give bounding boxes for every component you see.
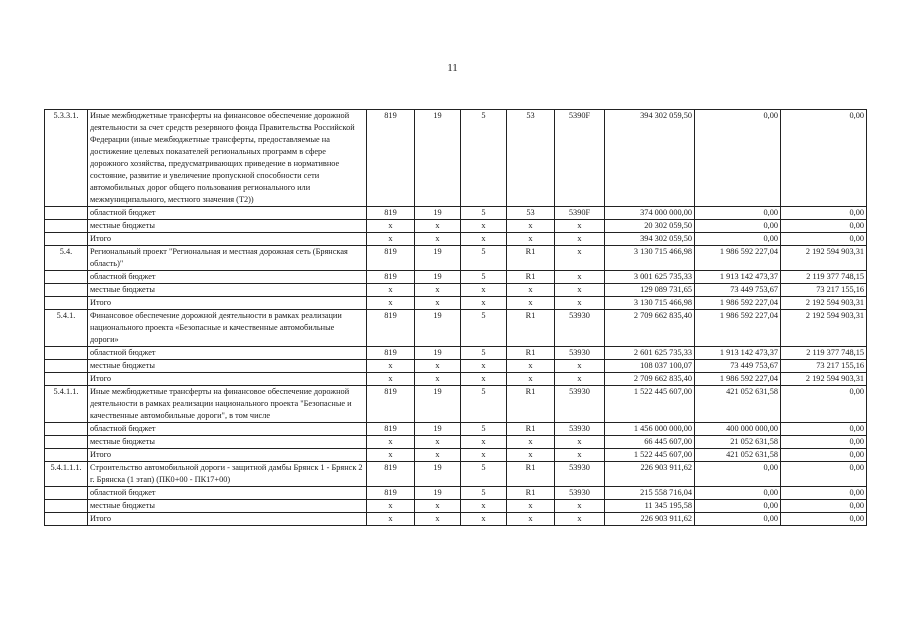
code-direction: х bbox=[555, 449, 605, 462]
code-subsection: 5 bbox=[461, 386, 507, 423]
table-row bbox=[45, 513, 867, 526]
row-number bbox=[45, 271, 88, 284]
row-description: местные бюджеты bbox=[88, 220, 367, 233]
row-number bbox=[45, 513, 88, 526]
amount-year-2: 1 913 142 473,37 bbox=[695, 347, 781, 360]
amount-year-1: 1 456 000 000,00 bbox=[605, 423, 695, 436]
amount-year-2: 1 986 592 227,04 bbox=[695, 373, 781, 386]
code-section: 19 bbox=[415, 347, 461, 360]
amount-year-2: 400 000 000,00 bbox=[695, 423, 781, 436]
code-admin: х bbox=[367, 284, 415, 297]
code-direction: х bbox=[555, 246, 605, 271]
amount-year-3: 0,00 bbox=[781, 436, 867, 449]
row-description: Итого bbox=[88, 373, 367, 386]
row-number bbox=[45, 347, 88, 360]
code-program: 53 bbox=[507, 110, 555, 207]
row-number bbox=[45, 436, 88, 449]
amount-year-1: 66 445 607,00 bbox=[605, 436, 695, 449]
code-subsection: 5 bbox=[461, 110, 507, 207]
code-subsection: х bbox=[461, 500, 507, 513]
row-number bbox=[45, 233, 88, 246]
row-number bbox=[45, 449, 88, 462]
row-description: местные бюджеты bbox=[88, 284, 367, 297]
code-direction: 53930 bbox=[555, 310, 605, 347]
code-program: х bbox=[507, 436, 555, 449]
page-number: 11 bbox=[447, 62, 458, 74]
row-number: 5.4.1.1.1. bbox=[45, 462, 88, 487]
row-description: Финансовое обеспечение дорожной деятельности в рамках реализации национального проекта «Безопасные и качественные автомобильные дороги» bbox=[88, 310, 367, 347]
row-description: областной бюджет bbox=[88, 347, 367, 360]
amount-year-1: 226 903 911,62 bbox=[605, 513, 695, 526]
budget-table bbox=[44, 109, 867, 526]
code-admin: х bbox=[367, 373, 415, 386]
amount-year-1: 129 089 731,65 bbox=[605, 284, 695, 297]
code-program: х bbox=[507, 297, 555, 310]
code-program: R1 bbox=[507, 423, 555, 436]
code-program: R1 bbox=[507, 246, 555, 271]
row-description: Региональный проект "Региональная и местная дорожная сеть (Брянская область)" bbox=[88, 246, 367, 271]
code-program: х bbox=[507, 284, 555, 297]
code-direction: 53930 bbox=[555, 487, 605, 500]
code-subsection: 5 bbox=[461, 310, 507, 347]
code-program: х bbox=[507, 360, 555, 373]
amount-year-1: 2 709 662 835,40 bbox=[605, 373, 695, 386]
code-direction: х bbox=[555, 500, 605, 513]
amount-year-2: 0,00 bbox=[695, 500, 781, 513]
code-subsection: 5 bbox=[461, 246, 507, 271]
code-section: 19 bbox=[415, 487, 461, 500]
row-description: Иные межбюджетные трансферты на финансовое обеспечение дорожной деятельности за счет средств резервного фонда Правительства Российской Федерации (иные межбюджетные трансферты, предоставляемые на достижение целевых показателей региональных программ в сфере дорожного хозяйства, предусматривающих приведение в нормативное состояние, развитие и увеличение пропускной способности сети автомобильных дорог общего пользования регионального или межмуниципального, местного значения (Т2)) bbox=[88, 110, 367, 207]
code-program: R1 bbox=[507, 310, 555, 347]
amount-year-3: 0,00 bbox=[781, 449, 867, 462]
code-section: 19 bbox=[415, 246, 461, 271]
amount-year-1: 3 130 715 466,98 bbox=[605, 297, 695, 310]
row-number bbox=[45, 284, 88, 297]
row-number bbox=[45, 487, 88, 500]
amount-year-3: 2 119 377 748,15 bbox=[781, 271, 867, 284]
code-section: 19 bbox=[415, 207, 461, 220]
row-description: Итого bbox=[88, 297, 367, 310]
table-row bbox=[45, 284, 867, 297]
amount-year-2: 73 449 753,67 bbox=[695, 284, 781, 297]
code-section: х bbox=[415, 220, 461, 233]
code-subsection: 5 bbox=[461, 347, 507, 360]
code-program: 53 bbox=[507, 207, 555, 220]
amount-year-2: 421 052 631,58 bbox=[695, 386, 781, 423]
row-description: Иные межбюджетные трансферты на финансовое обеспечение дорожной деятельности в рамках реализации национального проекта "Безопасные и качественные автомобильные дороги", в том числе bbox=[88, 386, 367, 423]
amount-year-2: 0,00 bbox=[695, 487, 781, 500]
code-program: х bbox=[507, 373, 555, 386]
code-admin: 819 bbox=[367, 347, 415, 360]
table-row bbox=[45, 246, 867, 271]
code-program: R1 bbox=[507, 347, 555, 360]
code-section: 19 bbox=[415, 423, 461, 436]
code-admin: 819 bbox=[367, 462, 415, 487]
code-program: х bbox=[507, 500, 555, 513]
amount-year-3: 0,00 bbox=[781, 500, 867, 513]
amount-year-1: 108 037 100,07 bbox=[605, 360, 695, 373]
table-row bbox=[45, 373, 867, 386]
code-direction: 5390F bbox=[555, 207, 605, 220]
table-row bbox=[45, 436, 867, 449]
table-row bbox=[45, 271, 867, 284]
amount-year-1: 2 601 625 735,33 bbox=[605, 347, 695, 360]
amount-year-2: 1 986 592 227,04 bbox=[695, 246, 781, 271]
code-subsection: 5 bbox=[461, 207, 507, 220]
row-number bbox=[45, 360, 88, 373]
amount-year-2: 1 986 592 227,04 bbox=[695, 297, 781, 310]
code-admin: х bbox=[367, 360, 415, 373]
code-direction: х bbox=[555, 271, 605, 284]
table-row bbox=[45, 110, 867, 207]
code-admin: 819 bbox=[367, 487, 415, 500]
table-row bbox=[45, 462, 867, 487]
amount-year-1: 394 302 059,50 bbox=[605, 110, 695, 207]
code-program: х bbox=[507, 220, 555, 233]
row-description: Итого bbox=[88, 233, 367, 246]
amount-year-2: 1 913 142 473,37 bbox=[695, 271, 781, 284]
row-number: 5.4.1. bbox=[45, 310, 88, 347]
code-admin: х bbox=[367, 233, 415, 246]
code-admin: 819 bbox=[367, 207, 415, 220]
row-number bbox=[45, 500, 88, 513]
amount-year-2: 0,00 bbox=[695, 462, 781, 487]
code-subsection: х bbox=[461, 220, 507, 233]
row-number bbox=[45, 423, 88, 436]
code-section: 19 bbox=[415, 310, 461, 347]
code-admin: 819 bbox=[367, 423, 415, 436]
code-section: х bbox=[415, 297, 461, 310]
row-number bbox=[45, 373, 88, 386]
code-admin: х bbox=[367, 449, 415, 462]
code-admin: х bbox=[367, 297, 415, 310]
amount-year-1: 215 558 716,04 bbox=[605, 487, 695, 500]
amount-year-2: 1 986 592 227,04 bbox=[695, 310, 781, 347]
row-number bbox=[45, 297, 88, 310]
code-direction: х bbox=[555, 360, 605, 373]
code-direction: х bbox=[555, 284, 605, 297]
table-body bbox=[45, 110, 867, 526]
code-direction: х bbox=[555, 297, 605, 310]
row-description: областной бюджет bbox=[88, 271, 367, 284]
amount-year-1: 1 522 445 607,00 bbox=[605, 449, 695, 462]
code-admin: 819 bbox=[367, 386, 415, 423]
code-admin: 819 bbox=[367, 110, 415, 207]
code-admin: х bbox=[367, 436, 415, 449]
row-description: местные бюджеты bbox=[88, 360, 367, 373]
code-admin: х bbox=[367, 220, 415, 233]
amount-year-1: 394 302 059,50 bbox=[605, 233, 695, 246]
amount-year-1: 226 903 911,62 bbox=[605, 462, 695, 487]
code-direction: х bbox=[555, 373, 605, 386]
code-section: х bbox=[415, 513, 461, 526]
code-program: х bbox=[507, 233, 555, 246]
amount-year-1: 3 130 715 466,98 bbox=[605, 246, 695, 271]
table-row bbox=[45, 297, 867, 310]
row-number bbox=[45, 207, 88, 220]
table-row bbox=[45, 423, 867, 436]
code-subsection: х bbox=[461, 360, 507, 373]
amount-year-3: 0,00 bbox=[781, 220, 867, 233]
code-section: 19 bbox=[415, 386, 461, 423]
code-section: х bbox=[415, 500, 461, 513]
amount-year-1: 20 302 059,50 bbox=[605, 220, 695, 233]
code-program: х bbox=[507, 513, 555, 526]
row-number: 5.3.3.1. bbox=[45, 110, 88, 207]
code-direction: х bbox=[555, 513, 605, 526]
row-description: Строительство автомобильной дороги - защитной дамбы Брянск 1 - Брянск 2 г. Брянска (1 этап) (ПК0+00 - ПК17+00) bbox=[88, 462, 367, 487]
code-section: х bbox=[415, 436, 461, 449]
amount-year-2: 73 449 753,67 bbox=[695, 360, 781, 373]
code-subsection: 5 bbox=[461, 487, 507, 500]
code-admin: 819 bbox=[367, 271, 415, 284]
code-section: 19 bbox=[415, 110, 461, 207]
code-subsection: х bbox=[461, 297, 507, 310]
code-direction: 53930 bbox=[555, 347, 605, 360]
amount-year-3: 0,00 bbox=[781, 487, 867, 500]
amount-year-1: 11 345 195,58 bbox=[605, 500, 695, 513]
table-row bbox=[45, 207, 867, 220]
code-subsection: 5 bbox=[461, 462, 507, 487]
code-section: х bbox=[415, 284, 461, 297]
table-row bbox=[45, 310, 867, 347]
code-admin: 819 bbox=[367, 310, 415, 347]
code-direction: 53930 bbox=[555, 462, 605, 487]
table-row bbox=[45, 360, 867, 373]
code-program: R1 bbox=[507, 386, 555, 423]
row-number bbox=[45, 220, 88, 233]
row-description: областной бюджет bbox=[88, 487, 367, 500]
code-program: R1 bbox=[507, 462, 555, 487]
amount-year-3: 0,00 bbox=[781, 423, 867, 436]
code-program: R1 bbox=[507, 487, 555, 500]
row-description: Итого bbox=[88, 449, 367, 462]
code-section: х bbox=[415, 360, 461, 373]
amount-year-2: 0,00 bbox=[695, 233, 781, 246]
amount-year-1: 374 000 000,00 bbox=[605, 207, 695, 220]
amount-year-1: 1 522 445 607,00 bbox=[605, 386, 695, 423]
table-row bbox=[45, 449, 867, 462]
code-subsection: х bbox=[461, 233, 507, 246]
code-section: 19 bbox=[415, 271, 461, 284]
table-row bbox=[45, 220, 867, 233]
amount-year-1: 2 709 662 835,40 bbox=[605, 310, 695, 347]
row-description: местные бюджеты bbox=[88, 500, 367, 513]
code-section: х bbox=[415, 449, 461, 462]
table-row bbox=[45, 386, 867, 423]
row-description: областной бюджет bbox=[88, 423, 367, 436]
row-description: местные бюджеты bbox=[88, 436, 367, 449]
amount-year-2: 0,00 bbox=[695, 207, 781, 220]
amount-year-2: 21 052 631,58 bbox=[695, 436, 781, 449]
amount-year-3: 0,00 bbox=[781, 386, 867, 423]
row-number: 5.4.1.1. bbox=[45, 386, 88, 423]
code-subsection: х bbox=[461, 513, 507, 526]
amount-year-3: 0,00 bbox=[781, 513, 867, 526]
amount-year-2: 0,00 bbox=[695, 513, 781, 526]
code-direction: х bbox=[555, 220, 605, 233]
amount-year-3: 0,00 bbox=[781, 207, 867, 220]
amount-year-2: 0,00 bbox=[695, 110, 781, 207]
code-subsection: 5 bbox=[461, 423, 507, 436]
amount-year-3: 2 192 594 903,31 bbox=[781, 297, 867, 310]
amount-year-3: 73 217 155,16 bbox=[781, 284, 867, 297]
code-subsection: х bbox=[461, 436, 507, 449]
code-admin: х bbox=[367, 513, 415, 526]
code-subsection: х bbox=[461, 449, 507, 462]
amount-year-2: 421 052 631,58 bbox=[695, 449, 781, 462]
amount-year-3: 0,00 bbox=[781, 462, 867, 487]
code-admin: х bbox=[367, 500, 415, 513]
amount-year-1: 3 001 625 735,33 bbox=[605, 271, 695, 284]
row-description: областной бюджет bbox=[88, 207, 367, 220]
amount-year-3: 2 192 594 903,31 bbox=[781, 310, 867, 347]
table-row bbox=[45, 347, 867, 360]
code-subsection: 5 bbox=[461, 271, 507, 284]
code-program: х bbox=[507, 449, 555, 462]
table-row bbox=[45, 487, 867, 500]
amount-year-3: 2 192 594 903,31 bbox=[781, 246, 867, 271]
code-section: х bbox=[415, 233, 461, 246]
code-subsection: х bbox=[461, 284, 507, 297]
code-direction: 53930 bbox=[555, 386, 605, 423]
code-section: 19 bbox=[415, 462, 461, 487]
table-row bbox=[45, 233, 867, 246]
code-direction: х bbox=[555, 436, 605, 449]
code-subsection: х bbox=[461, 373, 507, 386]
amount-year-2: 0,00 bbox=[695, 220, 781, 233]
amount-year-3: 73 217 155,16 bbox=[781, 360, 867, 373]
amount-year-3: 0,00 bbox=[781, 110, 867, 207]
amount-year-3: 0,00 bbox=[781, 233, 867, 246]
table-row bbox=[45, 500, 867, 513]
code-program: R1 bbox=[507, 271, 555, 284]
code-direction: х bbox=[555, 233, 605, 246]
row-number: 5.4. bbox=[45, 246, 88, 271]
code-direction: 53930 bbox=[555, 423, 605, 436]
amount-year-3: 2 119 377 748,15 bbox=[781, 347, 867, 360]
code-admin: 819 bbox=[367, 246, 415, 271]
code-section: х bbox=[415, 373, 461, 386]
row-description: Итого bbox=[88, 513, 367, 526]
amount-year-3: 2 192 594 903,31 bbox=[781, 373, 867, 386]
code-direction: 5390F bbox=[555, 110, 605, 207]
